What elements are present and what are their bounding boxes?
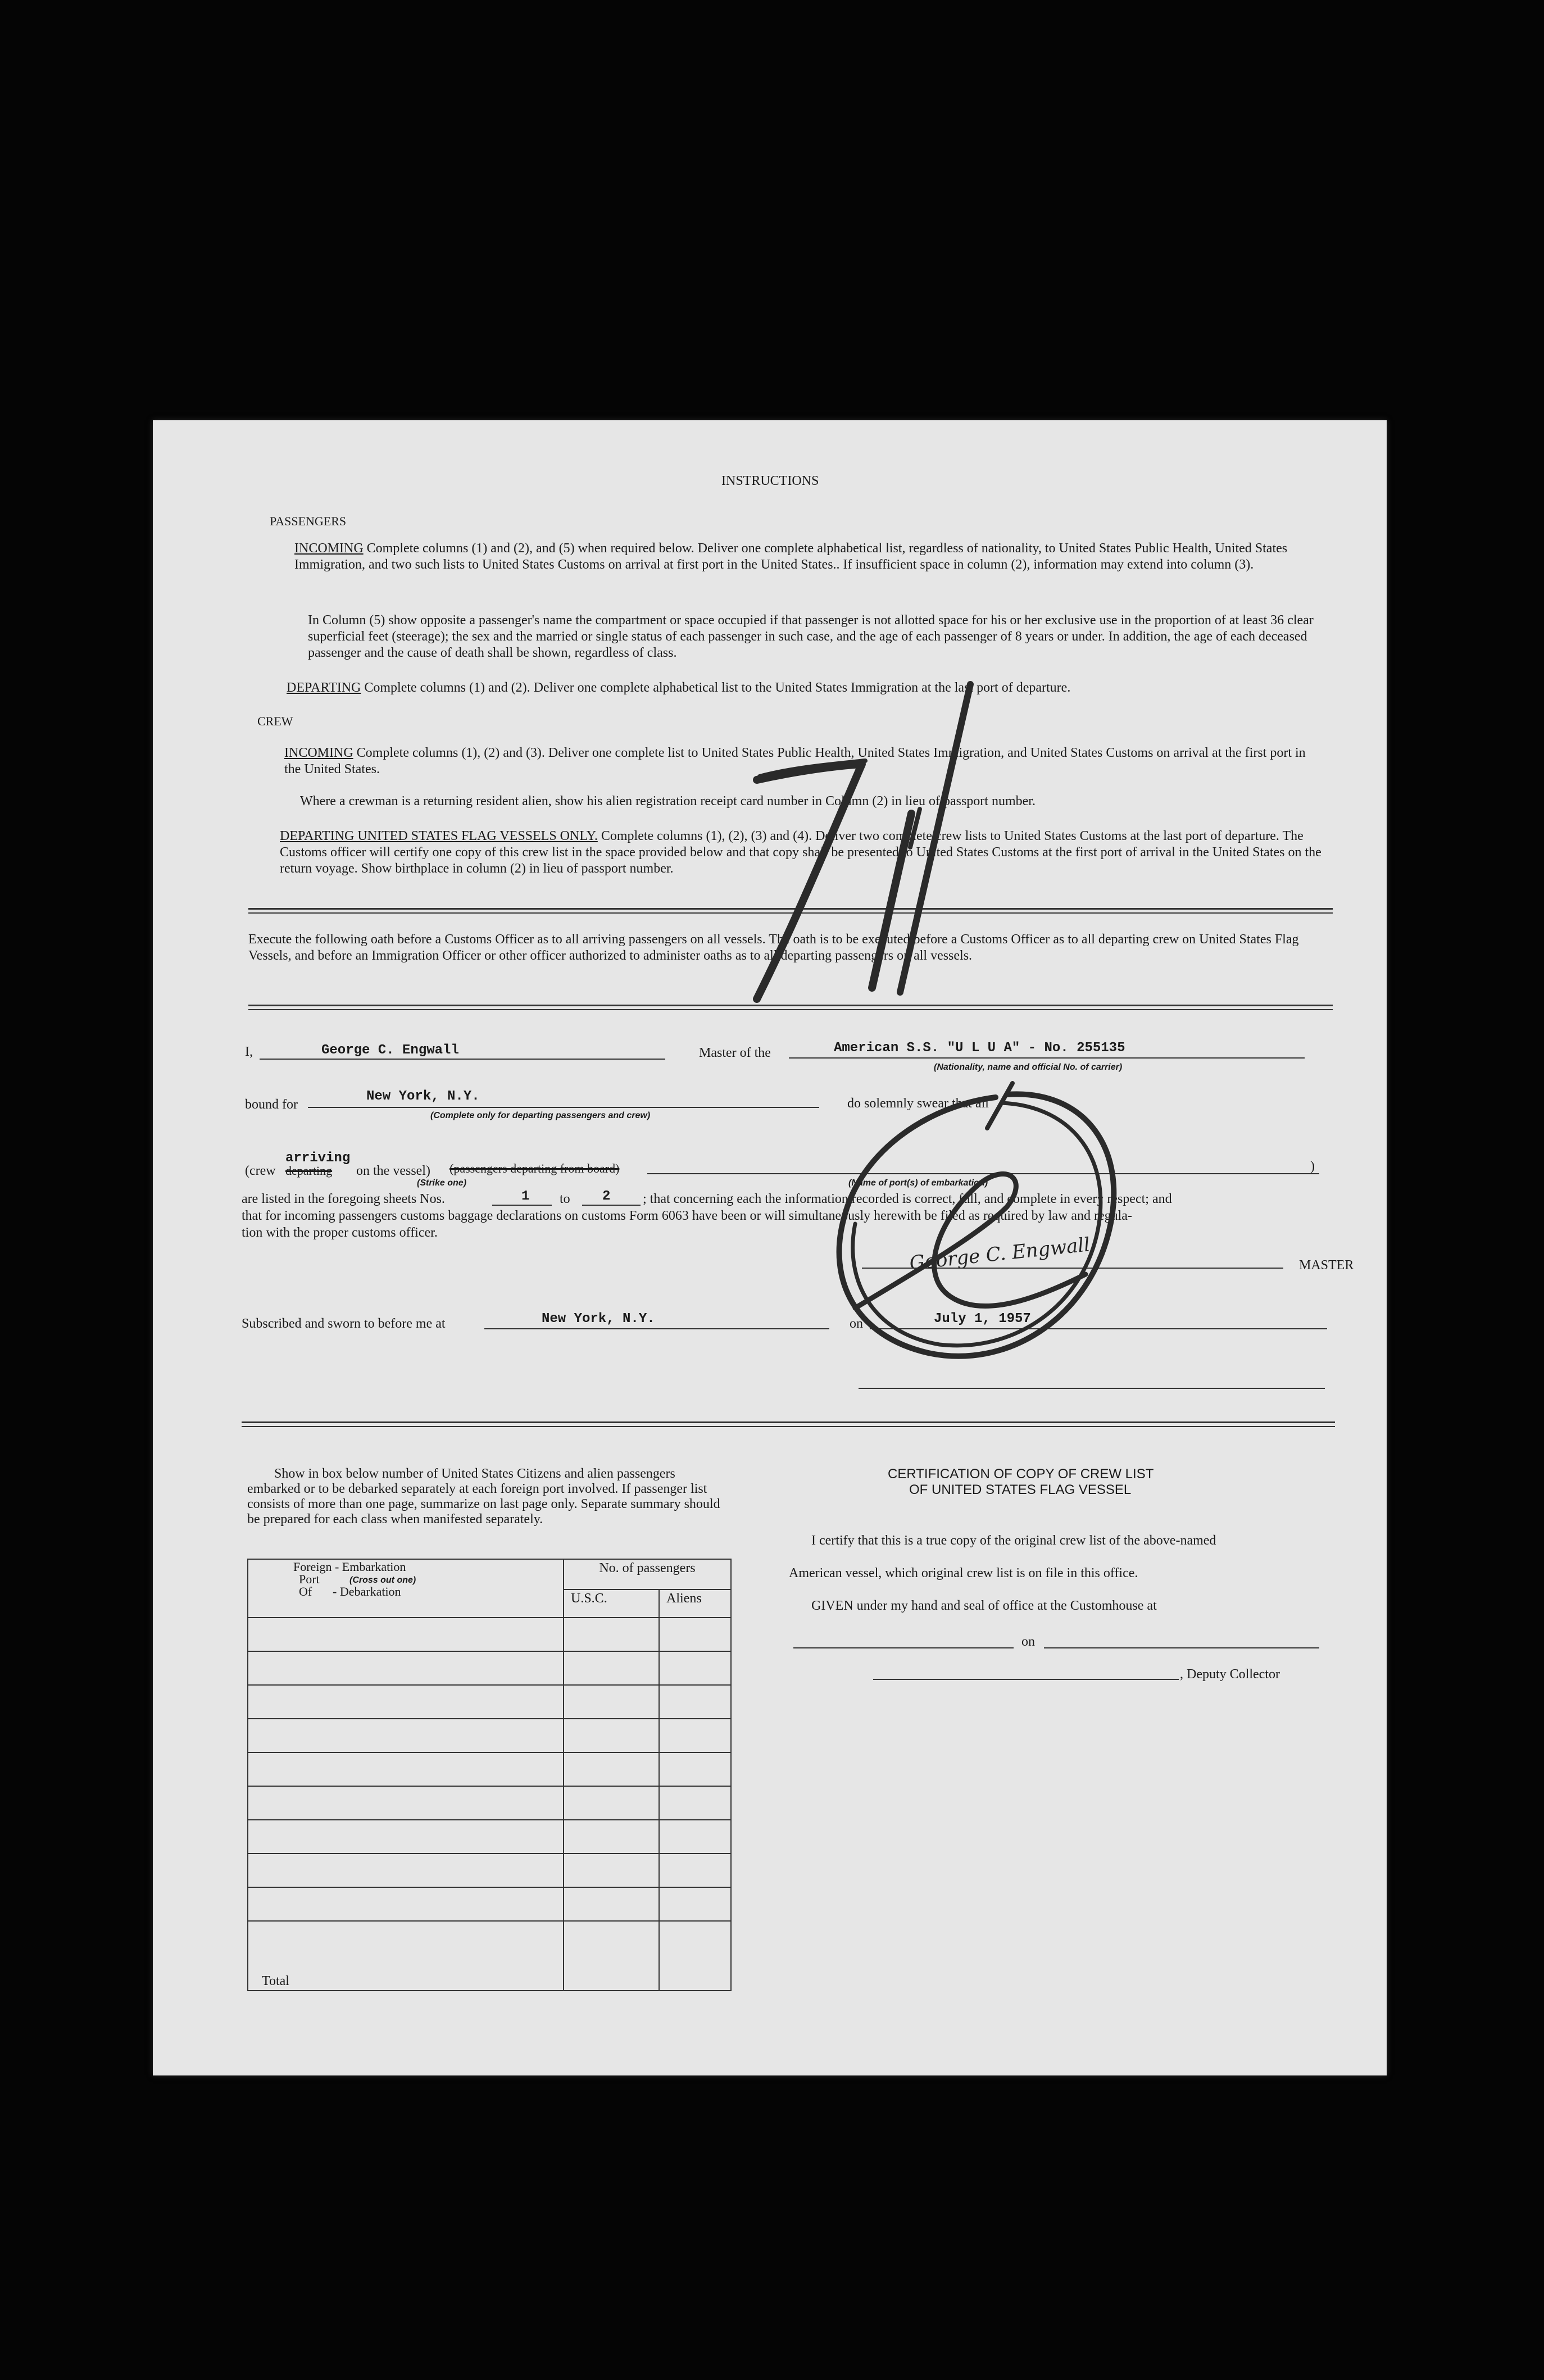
sworn-place-line bbox=[484, 1328, 829, 1329]
table-cell[interactable] bbox=[564, 1651, 659, 1685]
circle-tick bbox=[987, 1083, 1012, 1128]
table-cell[interactable] bbox=[564, 1786, 659, 1820]
vessel-name: American S.S. "U L U A" - No. 255135 bbox=[834, 1041, 1125, 1056]
total-label: Total bbox=[262, 1974, 289, 1988]
vessel-caption: (Nationality, name and official No. of carrier) bbox=[934, 1062, 1123, 1072]
table-cell[interactable] bbox=[248, 1651, 564, 1685]
crew-incoming-label: INCOMING bbox=[284, 746, 353, 760]
strike-caption: (Strike one) bbox=[417, 1178, 467, 1188]
passengers-heading: PASSENGERS bbox=[270, 514, 347, 528]
passengers-incoming-text: Complete columns (1) and (2), and (5) when required below. Deliver one complete alphabetical list, regardless of nationality, to United States Public Health, United States Immigration, and two such lists to United States Customs on arrival at first port in the United States.. If insufficient space in column (2), information may extend into column (3). bbox=[294, 541, 1288, 572]
customs-line: that for incoming passengers customs baggage declarations on customs Form 6063 have been or will simultaneously herewith be filed as required by law and regula- bbox=[242, 1209, 1132, 1223]
cert-text-1: I certify that this is a true copy of the original crew list of the above-named bbox=[811, 1533, 1216, 1548]
table-cell[interactable] bbox=[564, 1719, 659, 1752]
crew-heading: CREW bbox=[257, 714, 293, 728]
col-port-line1: Foreign - Embarkation bbox=[293, 1560, 406, 1574]
divider-3b bbox=[242, 1426, 1335, 1427]
crew-departing bbox=[280, 828, 1325, 877]
cert-on-label: on bbox=[1021, 1634, 1035, 1649]
col-port-line2 bbox=[293, 1573, 560, 1586]
table-cell[interactable] bbox=[248, 1854, 564, 1887]
table-cell[interactable] bbox=[248, 1887, 564, 1921]
sworn-date-line bbox=[870, 1328, 1327, 1329]
table-cell[interactable] bbox=[248, 1820, 564, 1854]
col-group-header: No. of passengers bbox=[564, 1559, 731, 1589]
passengers-departing-text: Complete columns (1) and (2). Deliver one complete alphabetical list to the United States Immigration at the last port of departure. bbox=[364, 680, 1071, 695]
passengers-departing bbox=[287, 680, 1326, 696]
table-cell[interactable] bbox=[564, 1854, 659, 1887]
table-cell[interactable] bbox=[564, 1752, 659, 1786]
passengers-incoming bbox=[294, 541, 1323, 573]
col-port-header bbox=[248, 1559, 564, 1618]
crew-incoming bbox=[284, 745, 1324, 778]
table-cell[interactable] bbox=[248, 1618, 564, 1651]
table-cell[interactable] bbox=[248, 1786, 564, 1820]
total-usc-cell[interactable] bbox=[564, 1921, 659, 1991]
sheet-from: 1 bbox=[521, 1189, 530, 1204]
divider-1b bbox=[248, 912, 1333, 914]
oath-i-label: I, bbox=[245, 1044, 253, 1059]
sworn-on-label: on bbox=[850, 1316, 863, 1331]
officer-signature-line bbox=[859, 1388, 1325, 1389]
table-cell[interactable] bbox=[248, 1752, 564, 1786]
table-cell[interactable] bbox=[248, 1719, 564, 1752]
table-cell[interactable] bbox=[659, 1752, 731, 1786]
passenger-summary-table bbox=[247, 1559, 732, 1991]
master-of-label: Master of the bbox=[699, 1046, 771, 1060]
master-label: MASTER bbox=[1299, 1258, 1354, 1273]
crew-prefix: (crew bbox=[245, 1164, 276, 1178]
deputy-label: , Deputy Collector bbox=[1180, 1667, 1280, 1682]
cert-title-2: OF UNITED STATES FLAG VESSEL bbox=[909, 1482, 1132, 1497]
master-name-line bbox=[260, 1059, 665, 1060]
to-label: to bbox=[560, 1192, 570, 1206]
passengers-column5-text: In Column (5) show opposite a passenger's name the compartment or space occupied if that passenger is not allotted space for his or her exclusive use in the proportion of at least 36 clear superficial feet (steerage); the sex and the married or single status of each passenger in such case, and the age of each passenger of 8 years or under. In addition, the age of each deceased passenger and the cause of death shall be shown, regardless of class. bbox=[308, 613, 1314, 660]
sheets-suffix: ; that concerning each the information recorded is correct, full, and complete in every respect; and bbox=[643, 1192, 1172, 1206]
cert-text-3: GIVEN under my hand and seal of office at the Customhouse at bbox=[811, 1598, 1157, 1613]
col-usc-header: U.S.C. bbox=[564, 1589, 659, 1618]
table-cell[interactable] bbox=[659, 1685, 731, 1719]
passengers-incoming-label: INCOMING bbox=[294, 541, 364, 556]
subscribed-label: Subscribed and sworn to before me at bbox=[242, 1316, 446, 1331]
col-aliens-header: Aliens bbox=[659, 1589, 731, 1618]
struck-phrase: (passengers departing from board) bbox=[449, 1161, 620, 1175]
divider-1 bbox=[248, 908, 1333, 910]
deputy-signature-line[interactable] bbox=[873, 1679, 1179, 1680]
sworn-place: New York, N.Y. bbox=[542, 1311, 655, 1327]
crew-departing-label: DEPARTING UNITED STATES FLAG VESSELS ONLY. bbox=[280, 829, 598, 843]
oath-instruction: Execute the following oath before a Customs Officer as to all arriving passengers on all vessels. The oath is to be executed before a Customs Officer as to all departing crew on United States Flag Vessels, and before an Immigration Officer or other officer authorized to administer oaths as to all departing passengers on all vessels. bbox=[248, 932, 1299, 963]
vessel-suffix: on the vessel) bbox=[356, 1164, 430, 1178]
table-cell[interactable] bbox=[564, 1820, 659, 1854]
cert-title-1: CERTIFICATION OF COPY OF CREW LIST bbox=[888, 1466, 1154, 1482]
page-title: INSTRUCTIONS bbox=[721, 474, 819, 488]
bound-for-label: bound for bbox=[245, 1097, 298, 1112]
crew-departing-text: Complete columns (1), (2), (3) and (4). Deliver two complete crew lists to United States Customs at the last port of departure. The Customs officer will certify one copy of this crew list in the space provided below and that copy shall be presented to United States Customs at the first port of arrival in the United States on the return voyage. Show birthplace in column (2) in lieu of passport number. bbox=[280, 829, 1322, 876]
table-cell[interactable] bbox=[659, 1786, 731, 1820]
divider-2b bbox=[248, 1009, 1333, 1010]
cert-place-line[interactable] bbox=[793, 1647, 1014, 1648]
close-paren: ) bbox=[1310, 1159, 1315, 1174]
summary-instructions: Show in box below number of United States Citizens and alien passengers embarked or to be debarked separately at each foreign port involved. If passenger list consists of more than one page, summarize on last page only. Separate summary should be prepared for each class when manifested separately. bbox=[247, 1466, 720, 1527]
table-cell[interactable] bbox=[564, 1887, 659, 1921]
vessel-line bbox=[789, 1057, 1305, 1059]
table-cell[interactable] bbox=[659, 1719, 731, 1752]
port-caption: (Name of port(s) of embarkation) bbox=[848, 1178, 988, 1188]
arriving-word: arriving bbox=[285, 1151, 351, 1166]
bound-for-value: New York, N.Y. bbox=[366, 1089, 480, 1104]
table-cell[interactable] bbox=[659, 1651, 731, 1685]
sworn-date: July 1, 1957 bbox=[934, 1311, 1031, 1327]
signature-line bbox=[862, 1268, 1283, 1269]
table-cell[interactable] bbox=[659, 1618, 731, 1651]
table-cell[interactable] bbox=[659, 1887, 731, 1921]
divider-2 bbox=[248, 1005, 1333, 1006]
col-port-line3 bbox=[293, 1586, 560, 1598]
sheet-to: 2 bbox=[602, 1189, 611, 1204]
customs-line-2: tion with the proper customs officer. bbox=[242, 1225, 438, 1240]
passengers-departing-label: DEPARTING bbox=[287, 680, 361, 695]
crew-incoming-text: Complete columns (1), (2) and (3). Deliver one complete list to United States Public Health, United States Immigration, and United States Customs on arrival at the first port in the United States. bbox=[284, 746, 1306, 776]
cert-date-line[interactable] bbox=[1044, 1647, 1319, 1648]
crew-alien-text: Where a crewman is a returning resident alien, show his alien registration receipt card number in Column (2) in lieu of passport number. bbox=[300, 794, 1036, 809]
swear-label: do solemnly swear that all bbox=[847, 1096, 989, 1111]
cert-text-2: American vessel, which original crew list is on file in this office. bbox=[789, 1566, 1138, 1580]
table-cell[interactable] bbox=[564, 1618, 659, 1651]
total-aliens-cell[interactable] bbox=[659, 1921, 731, 1991]
port-line bbox=[647, 1173, 1319, 1174]
table-cell[interactable] bbox=[659, 1820, 731, 1854]
col-port-word: Port bbox=[299, 1572, 320, 1586]
table-cell[interactable] bbox=[564, 1685, 659, 1719]
col-debarkation: - Debarkation bbox=[333, 1584, 401, 1598]
total-label-cell bbox=[248, 1921, 564, 1991]
sheet-to-line bbox=[582, 1205, 641, 1206]
master-name: George C. Engwall bbox=[321, 1043, 459, 1058]
col-cross-out: (Cross out one) bbox=[349, 1575, 416, 1585]
col-of-word: Of bbox=[299, 1584, 312, 1598]
sheet-from-line bbox=[492, 1205, 552, 1206]
table-cell[interactable] bbox=[248, 1685, 564, 1719]
table-cell[interactable] bbox=[659, 1854, 731, 1887]
sheets-prefix: are listed in the foregoing sheets Nos. bbox=[242, 1192, 445, 1206]
document-page bbox=[153, 420, 1387, 2075]
outer-circle-b bbox=[853, 1103, 1101, 1346]
master-signature: George C. Engwall bbox=[908, 1233, 1091, 1275]
struck-departing: departing bbox=[285, 1164, 333, 1178]
divider-3 bbox=[242, 1421, 1335, 1423]
bound-caption: (Complete only for departing passengers and crew) bbox=[430, 1111, 651, 1120]
